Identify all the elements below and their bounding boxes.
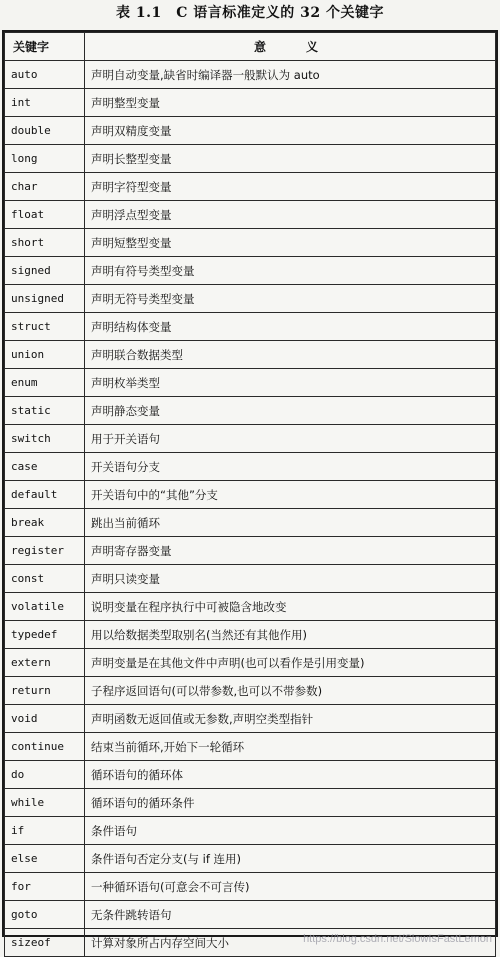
table-row [5, 509, 496, 537]
keyword-cell: if [5, 817, 85, 845]
table-row [5, 705, 496, 733]
meaning-cell: 声明函数无返回值或无参数,声明空类型指针 [85, 705, 496, 733]
keyword-cell: switch [5, 425, 85, 453]
keyword-cell: char [5, 173, 85, 201]
table-row [5, 397, 496, 425]
keyword-cell: while [5, 789, 85, 817]
table-row [5, 621, 496, 649]
keyword-cell: union [5, 341, 85, 369]
keyword-cell: do [5, 761, 85, 789]
keyword-cell: struct [5, 313, 85, 341]
meaning-cell: 循环语句的循环条件 [85, 789, 496, 817]
table-row [5, 565, 496, 593]
column-header-meaning: 意 义 [85, 33, 496, 61]
meaning-cell: 声明联合数据类型 [85, 341, 496, 369]
meaning-cell: 声明长整型变量 [85, 145, 496, 173]
meaning-cell: 声明短整型变量 [85, 229, 496, 257]
table-row [5, 537, 496, 565]
keyword-cell: static [5, 397, 85, 425]
meaning-cell: 声明枚举类型 [85, 369, 496, 397]
table-row [5, 173, 496, 201]
keyword-cell: int [5, 89, 85, 117]
meaning-cell: 声明字符型变量 [85, 173, 496, 201]
meaning-cell: 开关语句分支 [85, 453, 496, 481]
meaning-cell: 无条件跳转语句 [85, 901, 496, 929]
keyword-cell: long [5, 145, 85, 173]
table-row [5, 649, 496, 677]
keyword-cell: return [5, 677, 85, 705]
meaning-cell: 声明有符号类型变量 [85, 257, 496, 285]
meaning-cell: 声明变量是在其他文件中声明(也可以看作是引用变量) [85, 649, 496, 677]
column-header-keyword: 关键字 [5, 33, 85, 61]
meaning-cell: 声明整型变量 [85, 89, 496, 117]
meaning-cell: 用以给数据类型取别名(当然还有其他作用) [85, 621, 496, 649]
table-row [5, 593, 496, 621]
table-row [5, 817, 496, 845]
table-row [5, 341, 496, 369]
keyword-cell: double [5, 117, 85, 145]
keyword-cell: default [5, 481, 85, 509]
keyword-cell: volatile [5, 593, 85, 621]
meaning-cell: 声明双精度变量 [85, 117, 496, 145]
table-row [5, 901, 496, 929]
keyword-cell: unsigned [5, 285, 85, 313]
keyword-cell: auto [5, 61, 85, 89]
meaning-cell: 开关语句中的“其他”分支 [85, 481, 496, 509]
meaning-cell: 条件语句否定分支(与 if 连用) [85, 845, 496, 873]
meaning-cell: 声明寄存器变量 [85, 537, 496, 565]
keyword-cell: const [5, 565, 85, 593]
table-caption: 表 1.1 C 语言标准定义的 32 个关键字 [116, 5, 384, 21]
keyword-cell: else [5, 845, 85, 873]
table-body [5, 61, 496, 957]
keyword-cell: sizeof [5, 929, 85, 957]
keyword-cell: extern [5, 649, 85, 677]
keyword-cell: void [5, 705, 85, 733]
table-row [5, 89, 496, 117]
table-row [5, 285, 496, 313]
meaning-cell: 声明只读变量 [85, 565, 496, 593]
table-row [5, 789, 496, 817]
meaning-cell: 声明浮点型变量 [85, 201, 496, 229]
meaning-cell: 声明结构体变量 [85, 313, 496, 341]
meaning-cell: 说明变量在程序执行中可被隐含地改变 [85, 593, 496, 621]
keyword-cell: goto [5, 901, 85, 929]
table-row [5, 425, 496, 453]
meaning-cell: 子程序返回语句(可以带参数,也可以不带参数) [85, 677, 496, 705]
table-row [5, 229, 496, 257]
keyword-cell: case [5, 453, 85, 481]
table-row [5, 453, 496, 481]
table-row [5, 257, 496, 285]
table-row [5, 481, 496, 509]
table-row [5, 369, 496, 397]
keyword-table [4, 32, 496, 957]
keyword-cell: float [5, 201, 85, 229]
table-row [5, 733, 496, 761]
keyword-cell: register [5, 537, 85, 565]
meaning-cell: 条件语句 [85, 817, 496, 845]
meaning-cell: 声明静态变量 [85, 397, 496, 425]
table-row [5, 201, 496, 229]
watermark-url: https://blog.csdn.net/SlowIsFastLemon [303, 933, 492, 945]
meaning-cell: 用于开关语句 [85, 425, 496, 453]
table-row [5, 313, 496, 341]
table-row [5, 61, 496, 89]
meaning-cell: 声明无符号类型变量 [85, 285, 496, 313]
meaning-cell: 声明自动变量,缺省时编译器一般默认为 auto [85, 61, 496, 89]
keyword-cell: for [5, 873, 85, 901]
keyword-cell: enum [5, 369, 85, 397]
table-row [5, 145, 496, 173]
keyword-cell: typedef [5, 621, 85, 649]
keyword-cell: break [5, 509, 85, 537]
keyword-cell: short [5, 229, 85, 257]
table-row [5, 873, 496, 901]
table-row [5, 677, 496, 705]
meaning-cell: 循环语句的循环体 [85, 761, 496, 789]
table-row [5, 761, 496, 789]
keyword-cell: signed [5, 257, 85, 285]
table-row [5, 845, 496, 873]
keyword-cell: continue [5, 733, 85, 761]
table-header-row [5, 33, 496, 61]
meaning-cell: 跳出当前循环 [85, 509, 496, 537]
meaning-cell: 结束当前循环,开始下一轮循环 [85, 733, 496, 761]
table-row [5, 117, 496, 145]
meaning-cell: 一种循环语句(可意会不可言传) [85, 873, 496, 901]
meaning-cell: 计算对象所占内存空间大小 [85, 929, 496, 957]
